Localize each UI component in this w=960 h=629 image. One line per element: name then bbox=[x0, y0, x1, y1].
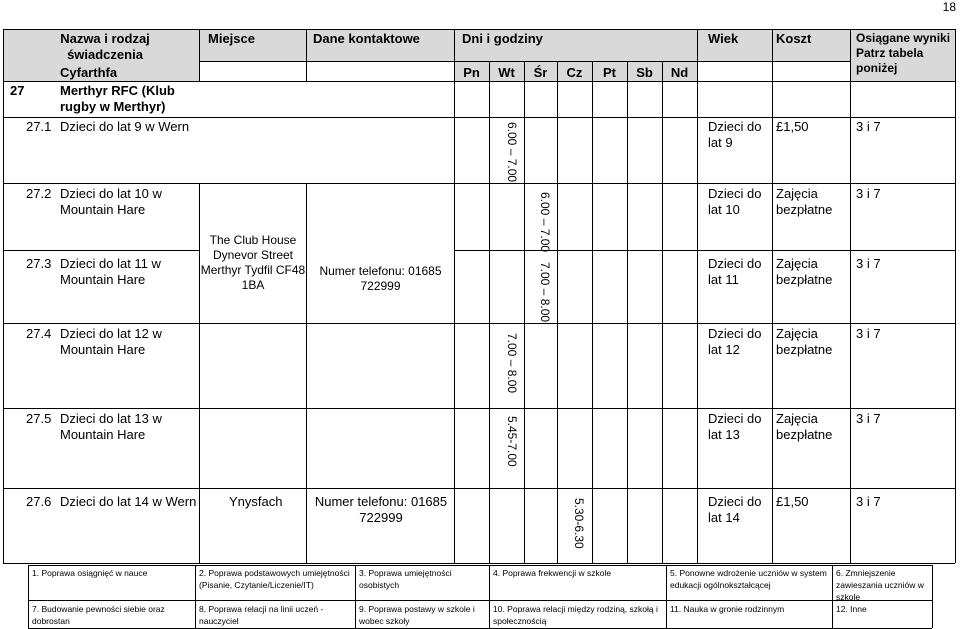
row-outcomes: 3 i 7 bbox=[856, 119, 881, 134]
row-number: 27.5 bbox=[26, 411, 52, 426]
day-sun: Nd bbox=[670, 65, 689, 80]
row-cost: Zajęcia bezpłatne bbox=[776, 411, 833, 442]
row-number: 27.4 bbox=[26, 326, 52, 341]
legend-border bbox=[832, 565, 833, 628]
header-col-name: Nazwa i rodzaj świadczenia bbox=[60, 31, 150, 62]
grid-line bbox=[489, 61, 490, 563]
row-place: Ynysfach bbox=[229, 494, 283, 509]
legend-border bbox=[195, 565, 196, 628]
row-time: 7.00 – 8.00 bbox=[538, 262, 552, 323]
section-number: 27 bbox=[10, 83, 25, 98]
grid-line bbox=[3, 81, 955, 82]
row-name: Dzieci do lat 14 w Wern bbox=[60, 494, 197, 509]
legend-item: 11. Nauka w gronie rodzinnym bbox=[670, 604, 785, 614]
grid-line bbox=[772, 29, 773, 563]
legend-item: 10. Poprawa relacji między rodziną, szkołą i społecznością bbox=[493, 604, 658, 626]
header-provider: Cyfarthfa bbox=[60, 65, 118, 80]
row-age: Dzieci do lat 11 bbox=[708, 256, 762, 287]
legend-item: 9. Poprawa postawy w szkole i wobec szkoły bbox=[359, 604, 475, 626]
row-name: Dzieci do lat 13 w Mountain Hare bbox=[60, 411, 162, 442]
row-outcomes: 3 i 7 bbox=[856, 494, 881, 509]
row-cost: Zajęcia bezpłatne bbox=[776, 186, 833, 217]
header-col-age: Wiek bbox=[708, 31, 739, 46]
day-tue: Wt bbox=[498, 65, 515, 80]
header-col-outcomes: Osiągane wyniki bbox=[856, 31, 951, 45]
club-phone: Numer telefonu: 01685 722999 bbox=[319, 264, 442, 293]
row-outcomes: 3 i 7 bbox=[856, 186, 881, 201]
row-number: 27.3 bbox=[26, 256, 52, 271]
legend-border bbox=[666, 565, 667, 628]
grid-line bbox=[3, 29, 955, 30]
grid-line bbox=[3, 408, 955, 409]
header-col-days: Dni i godziny bbox=[462, 31, 543, 46]
header-col-contact: Dane kontaktowe bbox=[313, 31, 420, 46]
row-contact: Numer telefonu: 01685 722999 bbox=[314, 494, 448, 525]
grid-line bbox=[592, 61, 593, 563]
grid-line bbox=[454, 29, 455, 563]
row-time: 7.00 – 8.00 bbox=[505, 333, 519, 394]
day-wed: Śr bbox=[533, 65, 548, 80]
legend-item: 5. Ponowne wdrożenie uczniów w system edukacji ogólnokształcącej bbox=[670, 568, 827, 590]
legend-item: 4. Poprawa frekwencji w szkole bbox=[493, 568, 612, 578]
grid-line bbox=[3, 250, 199, 251]
legend-border bbox=[28, 600, 932, 601]
grid-line bbox=[850, 29, 851, 563]
day-sat: Sb bbox=[636, 65, 653, 80]
row-number: 27.6 bbox=[26, 494, 52, 509]
row-number: 27.1 bbox=[26, 119, 52, 134]
legend-border bbox=[355, 565, 356, 628]
legend-border bbox=[28, 565, 932, 566]
row-name: Dzieci do lat 12 w Mountain Hare bbox=[60, 326, 162, 357]
row-time: 6.00 – 7.00 bbox=[538, 192, 552, 253]
grid-line bbox=[306, 29, 307, 81]
row-age: Dzieci do lat 13 bbox=[708, 411, 762, 442]
day-mon: Pn bbox=[463, 65, 480, 80]
grid-line bbox=[524, 61, 525, 563]
grid-line bbox=[3, 183, 955, 184]
grid-line bbox=[697, 29, 698, 563]
row-cost: Zajęcia bezpłatne bbox=[776, 256, 833, 287]
page-number: 18 bbox=[942, 0, 956, 14]
legend-item: 8. Poprawa relacji na linii uczeń - nauczyciel bbox=[199, 604, 324, 626]
row-time: 5.30-6.30 bbox=[572, 498, 586, 549]
row-cost: £1,50 bbox=[776, 494, 809, 509]
legend-item: 1. Poprawa osiągnięć w nauce bbox=[32, 568, 148, 578]
day-fri: Pt bbox=[603, 65, 616, 80]
row-number: 27.2 bbox=[26, 186, 52, 201]
legend-item: 7. Budowanie pewności siebie oraz dobrostan bbox=[32, 604, 165, 626]
header-col-outcomes-note: Patrz tabela poniżej bbox=[856, 46, 924, 75]
row-outcomes: 3 i 7 bbox=[856, 411, 881, 426]
row-age: Dzieci do lat 12 bbox=[708, 326, 762, 357]
row-name: Dzieci do lat 9 w Wern bbox=[60, 119, 190, 134]
day-thu: Cz bbox=[566, 65, 583, 80]
row-time: 6.00 – 7.00 bbox=[505, 122, 519, 183]
grid-line bbox=[955, 29, 956, 563]
grid-line bbox=[3, 29, 4, 563]
row-age: Dzieci do lat 9 bbox=[708, 119, 762, 150]
legend-item: 3. Poprawa umiejętności osobistych bbox=[359, 568, 452, 590]
grid-line bbox=[3, 488, 955, 489]
header-col-cost: Koszt bbox=[776, 31, 812, 46]
row-outcomes: 3 i 7 bbox=[856, 326, 881, 341]
legend-item: 6. Zmniejszenie zawieszania uczniów w szkole bbox=[836, 568, 924, 602]
grid-line bbox=[627, 61, 628, 563]
grid-line bbox=[306, 183, 307, 563]
row-cost: £1,50 bbox=[776, 119, 809, 134]
legend-item: 12. Inne bbox=[836, 604, 867, 614]
row-name: Dzieci do lat 10 w Mountain Hare bbox=[60, 186, 162, 217]
row-cost: Zajęcia bezpłatne bbox=[776, 326, 833, 357]
row-time: 5.45-7.00 bbox=[505, 416, 519, 467]
row-age: Dzieci do lat 10 bbox=[708, 186, 762, 217]
row-outcomes: 3 i 7 bbox=[856, 256, 881, 271]
grid-line bbox=[557, 61, 558, 563]
grid-line bbox=[3, 323, 955, 324]
grid-line bbox=[662, 61, 663, 563]
section-name: Merthyr RFC (Klub rugby w Merthyr) bbox=[60, 83, 175, 114]
row-age: Dzieci do lat 14 bbox=[708, 494, 762, 525]
grid-line bbox=[199, 29, 200, 81]
legend-border bbox=[932, 565, 933, 628]
legend-border bbox=[489, 565, 490, 628]
row-name: Dzieci do lat 11 w Mountain Hare bbox=[60, 256, 161, 287]
grid-line bbox=[3, 563, 955, 564]
grid-line bbox=[454, 250, 955, 251]
club-address: The Club House Dynevor Street Merthyr Tydfil CF48 1BA bbox=[200, 233, 306, 292]
legend-border bbox=[28, 565, 29, 628]
header-col-place: Miejsce bbox=[208, 31, 255, 46]
grid-line bbox=[3, 117, 955, 118]
legend-item: 2. Poprawa podstawowych umiejętności (Pisanie, Czytanie/Liczenie/IT) bbox=[199, 568, 350, 590]
